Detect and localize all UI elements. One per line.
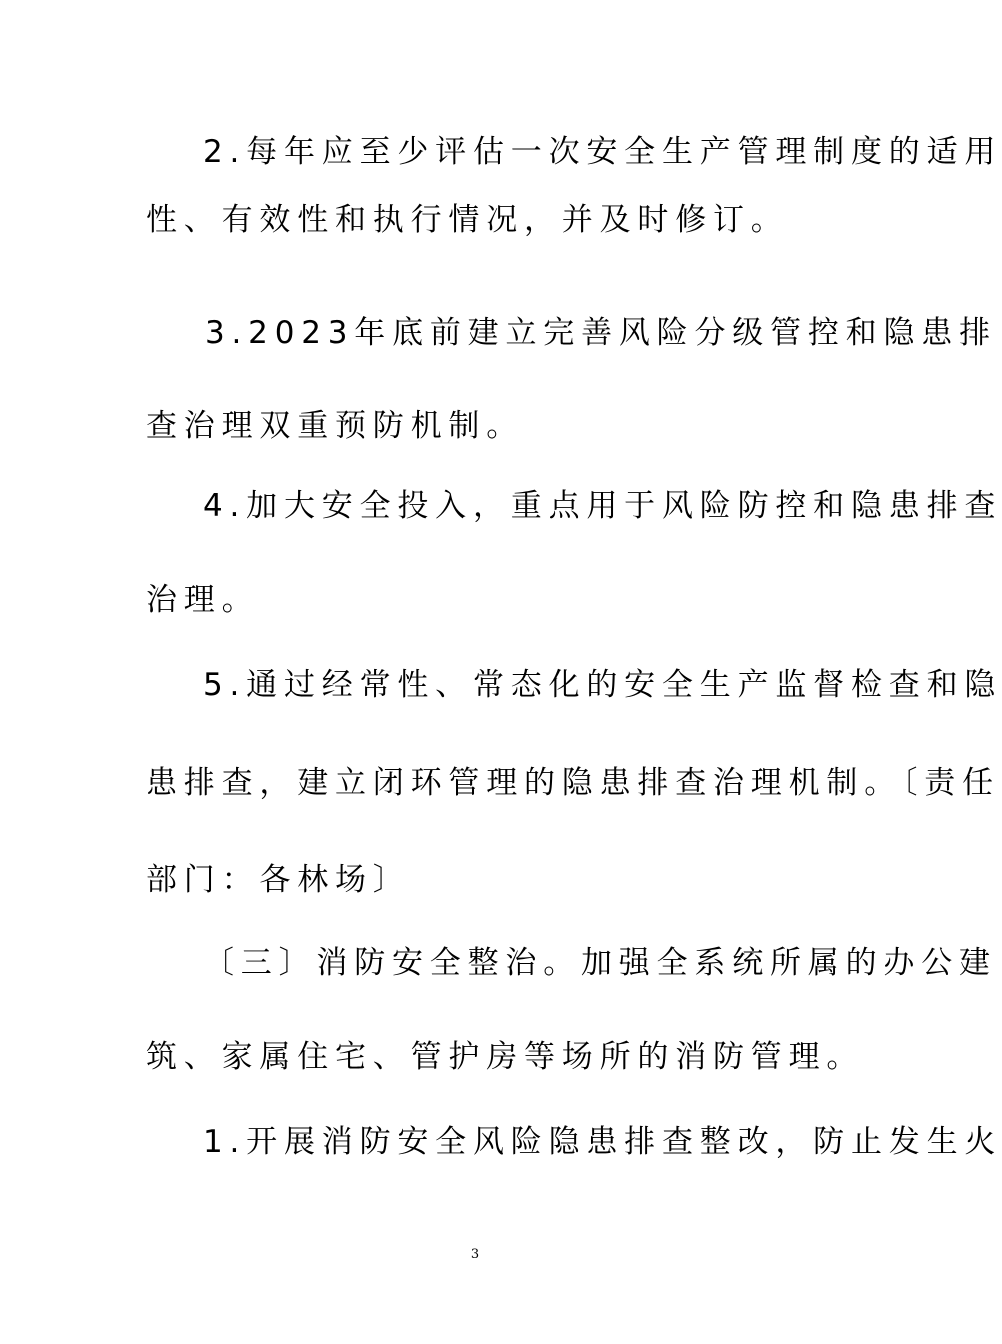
text-line-9: 部门：各林场〕 — [146, 862, 411, 898]
text-line-1: 2.每年应至少评估一次安全生产管理制度的适用 — [203, 134, 1002, 170]
text-line-2: 性、有效性和执行情况，并及时修订。 — [146, 202, 789, 238]
page-number: 3 — [470, 1247, 480, 1262]
text-line-6: 治理。 — [146, 582, 260, 618]
text-line-3: 3.2023年底前建立完善风险分级管控和隐患排 — [205, 315, 997, 351]
text-line-8: 患排查，建立闭环管理的隐患排查治理机制。〔责任 — [146, 765, 1000, 801]
text-line-10: 〔三〕消防安全整治。加强全系统所属的办公建 — [203, 945, 997, 981]
text-line-11: 筑、家属住宅、管护房等场所的消防管理。 — [146, 1039, 865, 1075]
text-line-4: 查治理双重预防机制。 — [146, 408, 524, 444]
text-line-5: 4.加大安全投入，重点用于风险防控和隐患排查 — [203, 488, 1002, 524]
text-line-12: 1.开展消防安全风险隐患排查整改，防止发生火 — [203, 1124, 1002, 1160]
text-line-7: 5.通过经常性、常态化的安全生产监督检查和隐 — [203, 667, 1002, 703]
